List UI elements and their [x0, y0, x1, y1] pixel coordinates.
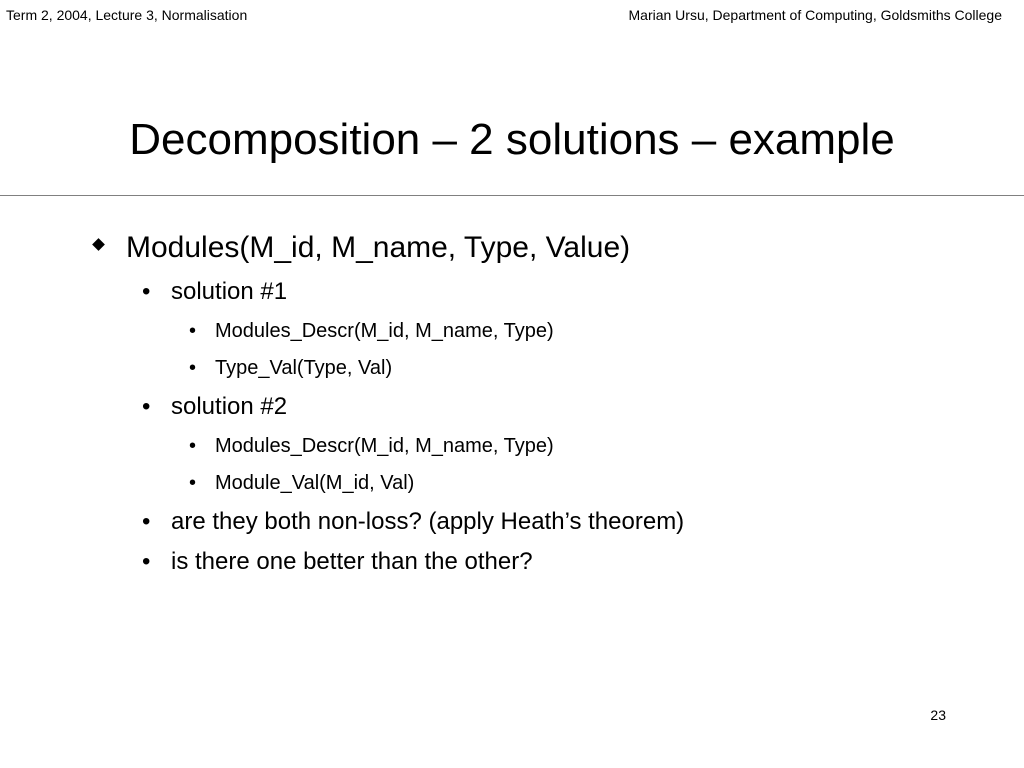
bullet-level2-question: is there one better than the other?	[171, 548, 533, 575]
header-left-text: Term 2, 2004, Lecture 3, Normalisation	[6, 7, 248, 23]
slide-title: Decomposition – 2 solutions – example	[129, 115, 895, 164]
bullet-dot-icon: •	[189, 357, 197, 379]
bullet-dot-icon: •	[142, 508, 151, 535]
bullet-level3-item: Modules_Descr(M_id, M_name, Type)	[215, 320, 554, 342]
bullet-dot-icon: •	[189, 320, 197, 342]
bullet-dot-icon: •	[142, 548, 151, 575]
bullet-level2-question: are they both non-loss? (apply Heath’s theorem)	[171, 508, 685, 535]
bullet-level3-item: Module_Val(M_id, Val)	[215, 472, 415, 494]
page-number: 23	[930, 707, 946, 723]
bullet-level1-modules: Modules(M_id, M_name, Type, Value)	[126, 231, 631, 264]
title-divider	[0, 195, 1024, 196]
bullet-dot-icon: •	[142, 278, 151, 305]
bullet-level2-solution1: solution #1	[171, 278, 288, 305]
header-right-text: Marian Ursu, Department of Computing, Goldsmiths College	[628, 7, 1002, 23]
bullet-dot-icon: •	[189, 472, 197, 494]
bullet-level2-solution2: solution #2	[171, 393, 288, 420]
bullet-level3-item: Type_Val(Type, Val)	[215, 357, 393, 379]
bullet-dot-icon: •	[142, 393, 151, 420]
bullet-dot-icon: •	[189, 435, 197, 457]
diamond-bullet-icon	[92, 238, 105, 251]
bullet-level3-item: Modules_Descr(M_id, M_name, Type)	[215, 435, 554, 457]
